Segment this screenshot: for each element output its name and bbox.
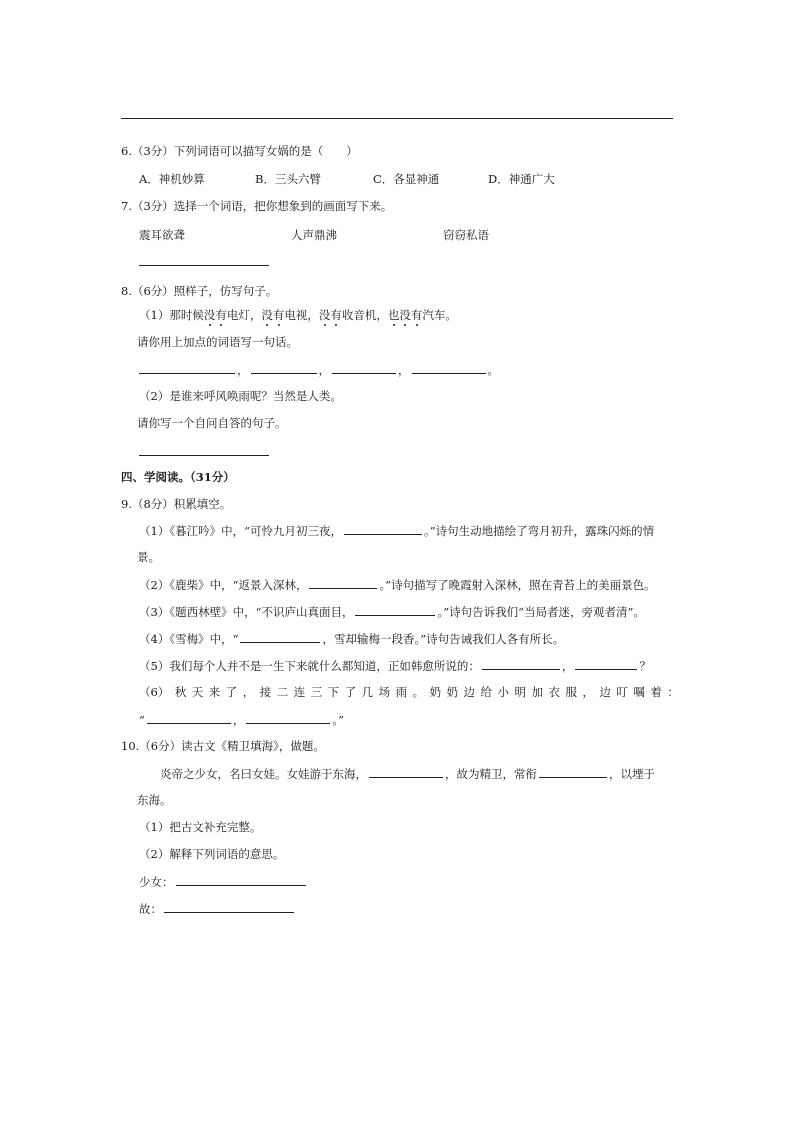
q9-item-1: （1）《暮江吟》中，“可怜九月初三夜， 。”诗句生动地描绘了弯月初升，露珠闪烁的情 bbox=[139, 524, 655, 538]
emphasis-dot-char: 有 bbox=[410, 308, 423, 322]
q8-sub1-instruction: 请你用上加点的词语写一句话。 bbox=[137, 335, 298, 349]
dotted-word bbox=[261, 308, 284, 322]
q7-word-2: 人声鼎沸 bbox=[291, 228, 337, 242]
q8-sub2: （2）是谁来呼风唤雨呢？当然是人类。 bbox=[139, 389, 342, 403]
q8-sub1: （1）那时候没有电灯，没有电视，没有收音机，也没有汽车。 bbox=[139, 308, 457, 322]
q9-stem: 9.（8分）积累填空。 bbox=[121, 497, 232, 511]
q8-stem: 8.（6分）照样子，仿写句子。 bbox=[121, 284, 278, 298]
q6-option-c[interactable]: C．各显神通 bbox=[373, 172, 440, 186]
fill-blank[interactable] bbox=[240, 630, 320, 643]
q9-item-1-cont: 景。 bbox=[137, 550, 160, 564]
q10-stem: 10.（6分）读古文《精卫填海》，做题。 bbox=[121, 739, 325, 753]
q10-passage-cont: 东海。 bbox=[137, 793, 172, 807]
q8-sub2-answer-line[interactable] bbox=[137, 443, 271, 460]
q10-word-2: 故： bbox=[139, 900, 296, 917]
fill-blank[interactable] bbox=[369, 765, 443, 778]
fill-blank[interactable] bbox=[355, 603, 435, 616]
q9-item-2: （2）《鹿柴》中，“返景入深林， 。”诗句描写了晚霞射入深林，照在青苔上的美丽景色。 bbox=[139, 578, 656, 592]
emphasis-dot-char: 没 bbox=[203, 308, 216, 322]
fill-blank[interactable] bbox=[575, 657, 637, 670]
fill-blank[interactable] bbox=[246, 711, 330, 724]
q9-item-6-answer: “ ， 。” bbox=[139, 713, 345, 727]
q9-item-6: （6） 秋 天 来 了 ， 接 二 连 三 下 了 几 场 雨 。 奶 奶 边 给 小 明 加 衣 服 ， 边 叮 嘱 着 ： bbox=[139, 685, 679, 699]
q8-sub2-instruction: 请你写一个自问自答的句子。 bbox=[137, 416, 287, 430]
emphasis-dot-char: 有 bbox=[330, 308, 342, 322]
emphasis-dot-char: 没 bbox=[399, 308, 411, 322]
answer-line[interactable] bbox=[164, 900, 294, 913]
header-rule bbox=[121, 118, 673, 119]
q7-word-3: 窃窃私语 bbox=[443, 228, 489, 242]
q6-option-a[interactable]: A．神机妙算 bbox=[139, 172, 205, 186]
section-4-heading: 四、学阅读。（31分） bbox=[121, 470, 235, 484]
q9-item-5: （5）我们每个人并不是一生下来就什么都知道，正如韩愈所说的： ， ？ bbox=[139, 659, 651, 673]
emphasis-dot-char: 也 bbox=[387, 308, 400, 322]
dotted-word bbox=[204, 308, 227, 322]
fill-blank[interactable] bbox=[344, 522, 422, 535]
q7-answer-line[interactable] bbox=[137, 253, 271, 270]
emphasis-dot-char: 有 bbox=[215, 308, 227, 322]
fill-blank[interactable] bbox=[482, 657, 560, 670]
q10-word-1: 少女： bbox=[139, 873, 308, 890]
q10-passage: 炎帝之少女，名曰女娃。女娃游于东海， ，故为精卫，常衔 ，以堙于 bbox=[160, 767, 655, 781]
q10-sub2: （2）解释下列词语的意思。 bbox=[139, 847, 285, 861]
fill-blank[interactable] bbox=[147, 711, 231, 724]
q8-sub1-answer-line[interactable]: ， ， ， 。 bbox=[137, 361, 499, 378]
fill-blank[interactable] bbox=[539, 765, 607, 778]
emphasis-dot-char: 有 bbox=[272, 308, 285, 322]
answer-line[interactable] bbox=[176, 873, 306, 886]
q6-option-b[interactable]: B．三头六臂 bbox=[255, 172, 321, 186]
fill-blank[interactable] bbox=[309, 576, 377, 589]
dotted-word bbox=[388, 308, 423, 322]
q7-stem: 7.（3分）选择一个词语，把你想象到的画面写下来。 bbox=[121, 199, 393, 213]
q10-sub1: （1）把古文补充完整。 bbox=[139, 820, 262, 834]
emphasis-dot-char: 没 bbox=[318, 308, 331, 322]
emphasis-dot-char: 没 bbox=[261, 308, 273, 322]
q9-item-3: （3）《题西林壁》中，“不识庐山真面目， 。”诗句告诉我们“当局者迷，旁观者清”。 bbox=[139, 605, 645, 619]
dotted-word bbox=[319, 308, 342, 322]
q7-word-1: 震耳欲聋 bbox=[139, 228, 185, 242]
q6-stem: 6.（3分）下列词语可以描写女娲的是（ ） bbox=[121, 144, 358, 158]
q6-option-d[interactable]: D．神通广大 bbox=[488, 172, 555, 186]
q9-item-4: （4）《雪梅》中，“ ，雪却输梅一段香。”诗句告诫我们人各有所长。 bbox=[139, 632, 565, 646]
